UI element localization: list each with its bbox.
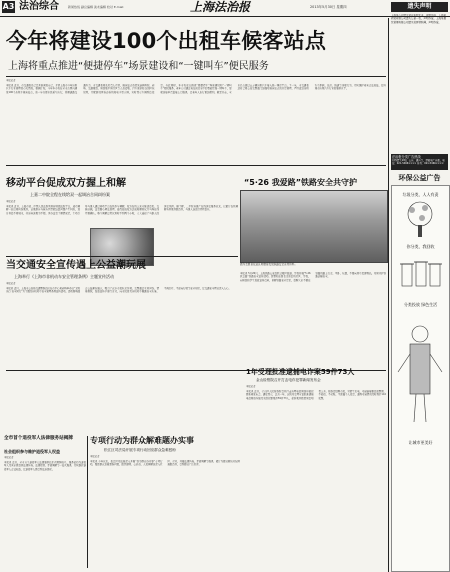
art5-byline: 本报记者 (90, 455, 100, 458)
col-divider-main (388, 18, 389, 572)
art2-subhead: 上嘉二中院全程在线给双一起调冶合同纠纷案 (30, 192, 110, 197)
art5-subhead: 松江区司法局开展专项行动回应群众急难愁盼 (104, 448, 176, 452)
railway-caption: 图为志愿者在站区向旅客发放铁路安全宣传资料。 (240, 263, 298, 266)
art2-headline: 移动平台促成双方握上和解 (6, 178, 126, 189)
railway-headline: “5·26 我爱路”铁路安全共守护 (244, 178, 358, 187)
page-number: A3 (2, 2, 15, 11)
art2-byline: 本报记者 (6, 200, 16, 203)
hotline-box (391, 154, 448, 170)
col-divider-left (87, 436, 88, 568)
ad-line-3: 分类投放 绿色生活 (403, 302, 438, 307)
art6-body: 本报讯 近日，全市首个退役军人法律服务站正式揭牌成立。服务站将为退役军人及其家属提供法律咨询、法律援助、矛盾调解等一站式服务，切实维护退役军人合法权益，让退役军人感受到法治温暖。 (4, 461, 86, 471)
art2-rule (6, 256, 238, 257)
lead-rule (6, 76, 386, 77)
notice-title: 遗失声明 (391, 2, 448, 12)
ad-line-2: 你分类，我回收 (406, 244, 435, 249)
art3-byline: 本报记者 (6, 282, 16, 285)
tree-illustration (392, 198, 449, 238)
lead-headline: 今年将建设100个出租车候客站点 (6, 29, 327, 53)
hotline-title: 法治报分类广告热线 (392, 154, 421, 159)
art4-body: 本报讯 近日，金山区人民检察院召开打击治理电信网络诈骗犯罪新闻发布会。通报显示，过去一年，该院共受理审查批准逮捕电信网络诈骗及关联犯罪案件59件73人，起诉案件数量同比明显上升。检察官提醒市民，对陌生来电、可疑链接要提高警惕，不轻信、不转账、不透露个人信息，遇到可疑情况及时拨打110报警。 (246, 390, 386, 400)
section-title: 法治综合 (19, 1, 59, 12)
hotline-body: 刊登遗失声明、公告、通告等，请致电广告部。电话：021-5466×××× 传真：021-5466×××× (392, 159, 445, 166)
art4-headline: 1年受理批准逮捕电诈案59件73人 (246, 368, 355, 376)
art6-headline: 全市首个退役军人法律服务站揭牌 (4, 436, 73, 441)
nav-line: 新闻热线 副总编辑 美术编辑 校对 E-mail: (68, 5, 125, 9)
art3-body: 本报讯 近日，上海市公安局交通警察总队在市中心某商场举办以“文明出行 安全同行”为主题的非机动车安全管理条例宣传活动。活动现场融合公益潮玩展示，吸引了众多市民驻足参观。交警通过互动问答、情景模拟、发放宣传手册等方式，向市民普及非机动车佩戴安全头盔、不闯红灯、不逆向行驶等安全知识，让交通安全理念深入人心。 (6, 287, 231, 294)
art2-body: 本报讯 近日，上海市第二中级人民法院利用移动微法院平台，成功调解一起合同纠纷案件。该案原告与被告因货款结算问题产生纠纷，双方身处不同城市，往返奔波极为不便。承办法官了解情况后，主动引导当事人通过移动平台在线参与调解，双方在线上充分陈述意见、交换证据，法官耐心释法说理，最终促成双方达成和解协议并当场在线签署确认。整个调解过程仅用时不到两个小时，大大减轻了当事人的诉讼负担。据了解，二中院自推广在线诉讼服务以来，已累计在线调解各类案件数百件，当事人满意度持续提升。 (6, 205, 238, 215)
masthead (0, 0, 450, 17)
art5-headline: 专项行动为群众解难题办实事 (90, 436, 194, 445)
railway-photo (240, 190, 388, 263)
art6-byline: 本报记者 (4, 456, 14, 459)
ad-panel (391, 185, 450, 572)
ad-title: 环保公益广告 (398, 174, 441, 182)
notice-body: 上海某公司遗失营业执照正本，声明作废。上海某商贸有限公司遗失公章一枚，声明作废。上海某餐饮管理有限公司遗失发票领购簿，声明作废。 (391, 14, 447, 24)
art6-subhead: 社会组织参与维护退役军人权益 (4, 449, 60, 454)
ad-line-1: 垃圾分类，人人有责 (402, 192, 439, 197)
art5-body: 本报讯 今年以来，松江区司法局深入开展“我为群众办实事”专项行动，聚焦群众急难愁盼问题，组织律师、公证员、人民调解员深入社区、企业，开展法律咨询、矛盾调解等服务，累计为群众解决实际困难数百件，受到群众广泛好评。 (90, 460, 240, 467)
newspaper-logo: 上海法治报 (190, 0, 251, 14)
lead-subhead: 上海将重点推进“便捷停车”场景建设和“一键叫车”便民服务 (8, 61, 269, 72)
bins-illustration (392, 254, 449, 294)
ad-line-4: 让城市更美好 (408, 440, 433, 445)
art4-subhead: 金山检察院召开打击电诈犯罪新闻发布会 (256, 378, 321, 382)
lead-byline: 本报记者 (6, 79, 16, 82)
figure-illustration (392, 314, 449, 434)
lead-bottom-rule (6, 165, 386, 166)
railway-body: 本报讯 5月26日，上海铁路公安处联合辖区街道、学校开展“5·26 我爱路”铁路安全宣传活动。民警和志愿者走进沿线社区、学校，向居民和学生发放宣传资料，讲解铁路安全常识，提醒大家不要在铁路线路上行走、坐卧、玩耍，不要向列车投掷物品，共同守护铁路运输安全。 (240, 272, 386, 282)
art3-headline: 当交通安全宣传遇上公益潮玩展 (6, 260, 146, 271)
issue-date: 2013年5月30日 星期四 (310, 5, 347, 9)
lead-body: 本报讯 近日，市交通委员会召开新闻发布会，介绍上海市今年出租汽车行业管理的有关情况。根据计划，今年本市将在全市范围内建设100个出租车候客站点，进一步方便市民乘车出行，缓解道路交通压力。市交通委相关负责人介绍，候客站点将优先选择医院、商场、交通枢纽、居民集中居住区等人员密集、打车需求旺盛的区域设置，并配套设置标志标线和电子显示屏，实时显示车辆到达信息。与此同时，本市将重点推进“便捷停车”场景建设和“一键叫车”便民服务，老年人可通过电话或者家中的智能终端一键叫车，驾驶员接单后直接上门服务，让老年人出行更加便利。截至目前，全市已有超过五万辆出租汽车接入统一调度平台。下一步，市交通委还将会同公安交警部门加强对候客站点的日常管理，严厉查处出租汽车拒载、议价、绕道等违规行为，切实维护乘客合法权益，提升城市出租汽车行业的服务水平。 (6, 84, 386, 94)
art3-subhead: 上海举行《上海市非机动车安全管理条例》主题宣传活动 (14, 274, 114, 279)
art4-byline: 本报记者 (246, 385, 256, 388)
